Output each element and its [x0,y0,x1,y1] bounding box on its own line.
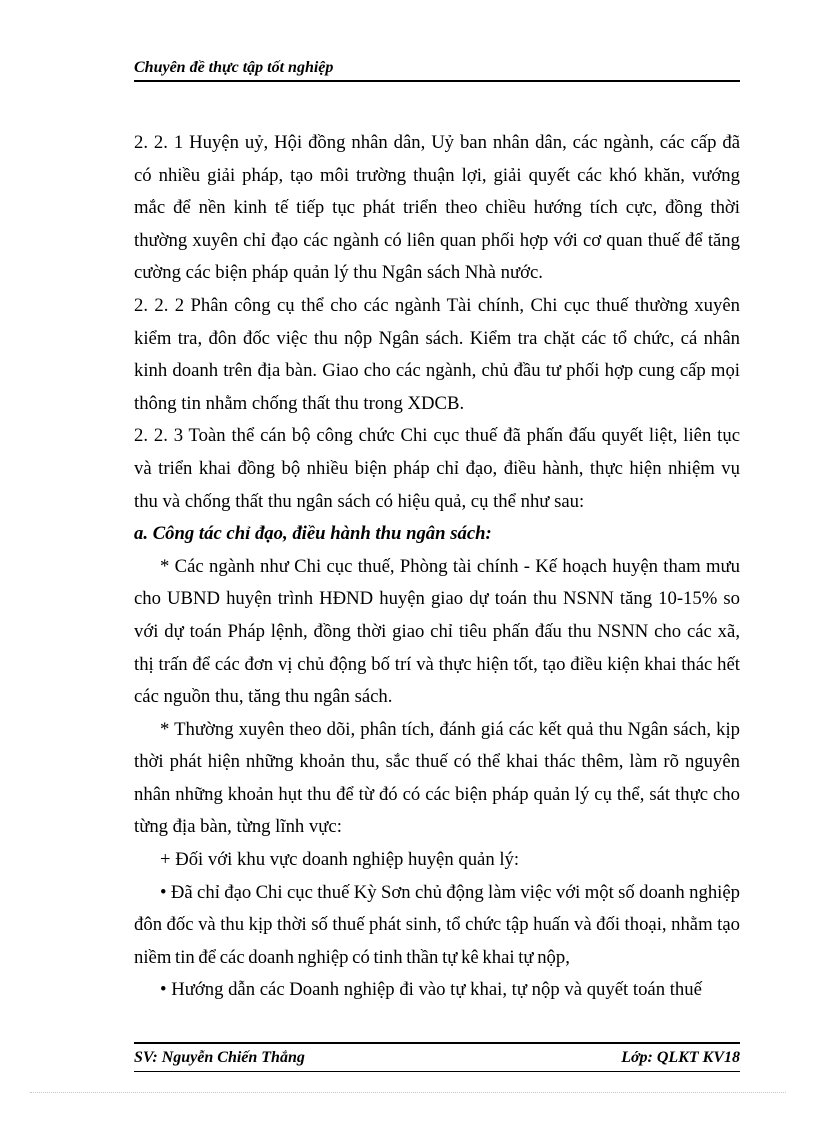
bullet-self-declaration: • Hướng dẫn các Doanh nghiệp đi vào tự khai, tự nộp và quyết toán thuế [160,979,702,1001]
bullet-tax-office-direction: • Đã chỉ đạo Chi cục thuế Kỳ Sơn chủ động làm việc với một số doanh nghiệp đôn đốc và thu kịp thời số thuế phát sinh, tổ chức tập huấn và đối thoại, nhằm tạo niềm tin để các doanh nghiệp có tinh thần tự kê khai tự nộp, [134,881,740,968]
section-heading-a: a. Công tác chỉ đạo, điều hành thu ngân sách: [134,523,492,545]
paragraph-2-2-2: 2. 2. 2 Phân công cụ thể cho các ngành Tài chính, Chi cục thuế thường xuyên kiểm tra, đôn đốc việc thu nộp Ngân sách. Kiểm tra chặt các tổ chức, cá nhân kinh doanh trên địa bàn. Giao cho các ngành, chủ đầu tư phối hợp cung cấp mọi thông tin nhằm chống thất thu trong XDCB. [134,294,740,414]
footer-class: Lớp: QLKT KV18 [621,1049,740,1066]
page-footer [134,1042,740,1074]
paragraph-enterprise-sector: + Đối với khu vực doanh nghiệp huyện quản lý: [160,849,520,871]
footer-student-name: SV: Nguyễn Chiến Thắng [134,1049,305,1066]
page-edge-divider [30,1092,786,1093]
footer-divider [134,1071,740,1072]
page-header [134,56,740,82]
paragraph-monitoring: * Thường xuyên theo dõi, phân tích, đánh giá các kết quả thu Ngân sách, kịp thời phát hiện những khoản thu, sắc thuế có thể khai thác thêm, làm rõ nguyên nhân những khoản hụt thu để từ đó có các biện pháp quản lý cụ thể, sát thực cho từng địa bàn, từng lĩnh vực: [134,718,740,838]
paragraph-budget-assignment: * Các ngành như Chi cục thuế, Phòng tài chính - Kế hoạch huyện tham mưu cho UBND huyện trình HĐND huyện giao dự toán thu NSNN tăng 10-15% so với dự toán Pháp lệnh, đồng thời giao chỉ tiêu phấn đấu thu NSNN cho các xã, thị trấn để các đơn vị chủ động bố trí và thực hiện tốt, tạo điều kiện khai thác hết các nguồn thu, tăng thu ngân sách. [134,555,740,708]
header-title: Chuyên đề thực tập tốt nghiệp [134,59,334,76]
paragraph-2-2-1: 2. 2. 1 Huyện uỷ, Hội đồng nhân dân, Uỷ ban nhân dân, các ngành, các cấp đã có nhiều giải pháp, tạo môi trường thuận lợi, giải quyết các khó khăn, vướng mắc để nền kinh tế tiếp tục phát triển theo chiều hướng tích cực, đồng thời thường xuyên chỉ đạo các ngành có liên quan phối hợp với cơ quan thuế để tăng cường các biện pháp quản lý thu Ngân sách Nhà nước. [134,132,740,284]
document-body [134,127,740,1007]
paragraph-2-2-3: 2. 2. 3 Toàn thể cán bộ công chức Chi cục thuế đã phấn đấu quyết liệt, liên tục và triển khai đồng bộ nhiều biện pháp chỉ đạo, điều hành, thực hiện nhiệm vụ thu và chống thất thu ngân sách có hiệu quả, cụ thể như sau: [134,425,740,512]
